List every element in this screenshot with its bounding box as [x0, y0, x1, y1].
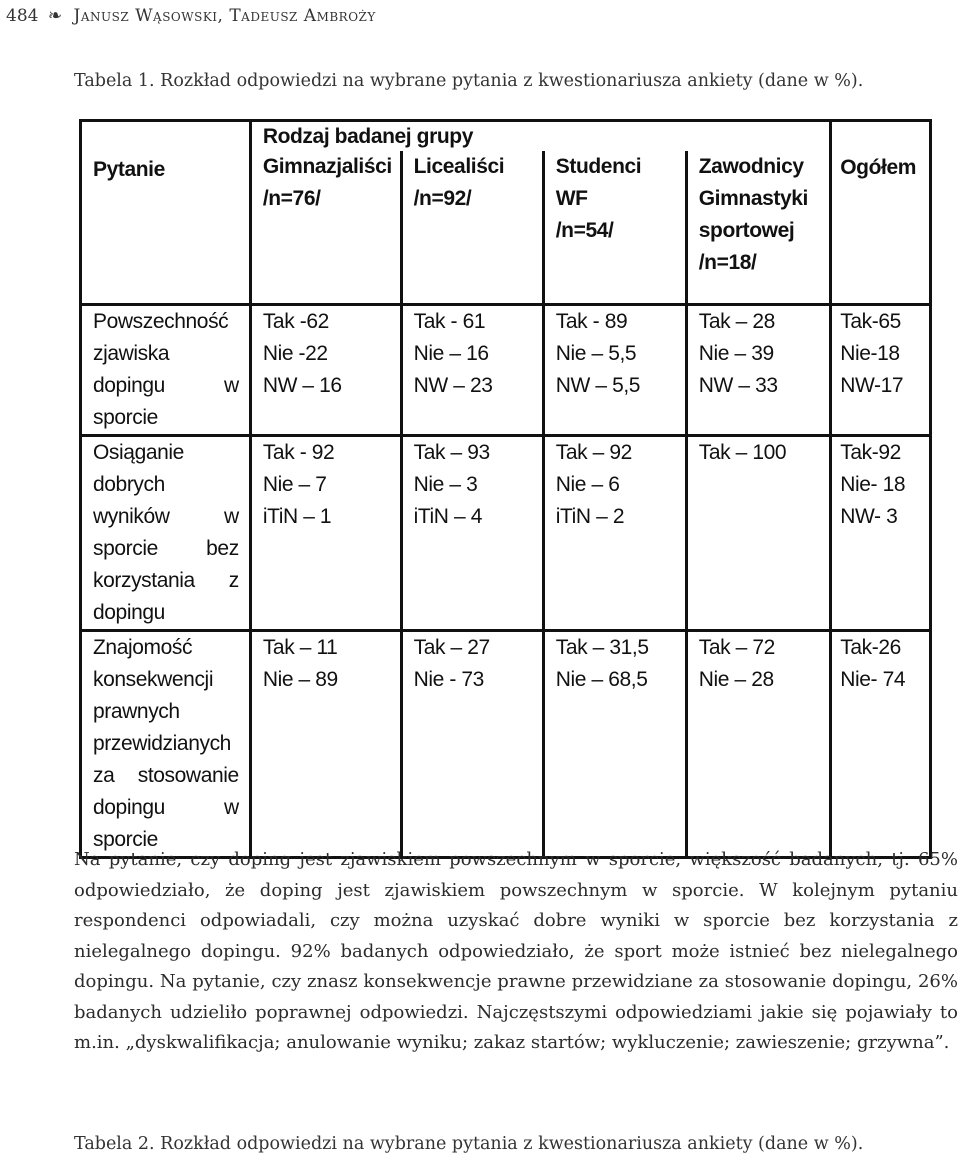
answer-cell: Tak - 92 Nie – 7 iTiN – 1	[250, 436, 401, 631]
answer-cell: Tak -62 Nie -22 NW – 16	[250, 305, 401, 436]
total-cell: Tak-92 Nie- 18 NW- 3	[831, 436, 931, 631]
question-cell: Znajomość konsekwencji prawnych przewidzianych za stosowanie dopingu w sporcie	[81, 631, 251, 858]
answer-cell: Tak - 89 Nie – 5,5 NW – 5,5	[543, 305, 686, 436]
column-header: Gimnazjaliści /n=76/	[250, 151, 401, 305]
question-cell: Osiąganie dobrych wyników w sporcie bez korzystania z dopingu	[81, 436, 251, 631]
answer-cell: Tak - 61 Nie – 16 NW – 23	[401, 305, 543, 436]
total-header: Ogółem	[831, 121, 931, 305]
group-header: Rodzaj badanej grupy	[250, 121, 830, 152]
page-number: 484	[6, 6, 39, 26]
table-row	[81, 305, 931, 436]
survey-table	[79, 119, 932, 859]
answer-cell: Tak – 92 Nie – 6 iTiN – 2	[543, 436, 686, 631]
table-row	[81, 436, 931, 631]
column-header: Zawodnicy Gimnastyki sportowej /n=18/	[686, 151, 831, 305]
question-header: Pytanie	[81, 121, 251, 305]
table2-caption: Tabela 2. Rozkład odpowiedzi na wybrane pytania z kwestionariusza ankiety (dane w %).	[74, 1134, 864, 1154]
table1-caption: Tabela 1. Rozkład odpowiedzi na wybrane pytania z kwestionariusza ankiety (dane w %).	[74, 71, 864, 91]
total-cell: Tak-65 Nie-18 NW-17	[831, 305, 931, 436]
running-header	[6, 6, 376, 26]
authors: Janusz Wąsowski, Tadeusz Ambroży	[73, 6, 376, 26]
question-cell: Powszechność zjawiska dopingu w sporcie	[81, 305, 251, 436]
answer-cell: Tak – 27 Nie - 73	[401, 631, 543, 858]
answer-cell: Tak – 72 Nie – 28	[686, 631, 831, 858]
ornament-icon: ❧	[47, 6, 63, 26]
column-header: Studenci WF /n=54/	[543, 151, 686, 305]
answer-cell: Tak – 28 Nie – 39 NW – 33	[686, 305, 831, 436]
column-header: Licealiści /n=92/	[401, 151, 543, 305]
answer-cell: Tak – 31,5 Nie – 68,5	[543, 631, 686, 858]
answer-cell: Tak – 11 Nie – 89	[250, 631, 401, 858]
total-cell: Tak-26 Nie- 74	[831, 631, 931, 858]
answer-cell: Tak – 100	[686, 436, 831, 631]
body-paragraph: Na pytanie, czy doping jest zjawiskiem powszechnym w sporcie, większość badanych, tj. 65% odpowiedziało, że doping jest zjawiskiem powszechnym w sporcie. W kolejnym pytaniu respondenci odpowiadali, czy można uzyskać dobre wyniki w sporcie bez korzystania z nielegalnego dopingu. 92% badanych odpowiedziało, że sport może istnieć bez nielegalnego dopingu. Na pytanie, czy znasz konsekwencje prawne przewidziane za stosowanie dopingu, 26% badanych udzieliło poprawnej odpowiedzi. Najczęstszymi odpowiedziami jakie się pojawiały to m.in. „dyskwalifikacja; anulowanie wyniku; zakaz startów; wykluczenie; zawieszenie; grzywna”.	[74, 849, 958, 1053]
answer-cell: Tak – 93 Nie – 3 iTiN – 4	[401, 436, 543, 631]
table-row	[81, 631, 931, 858]
